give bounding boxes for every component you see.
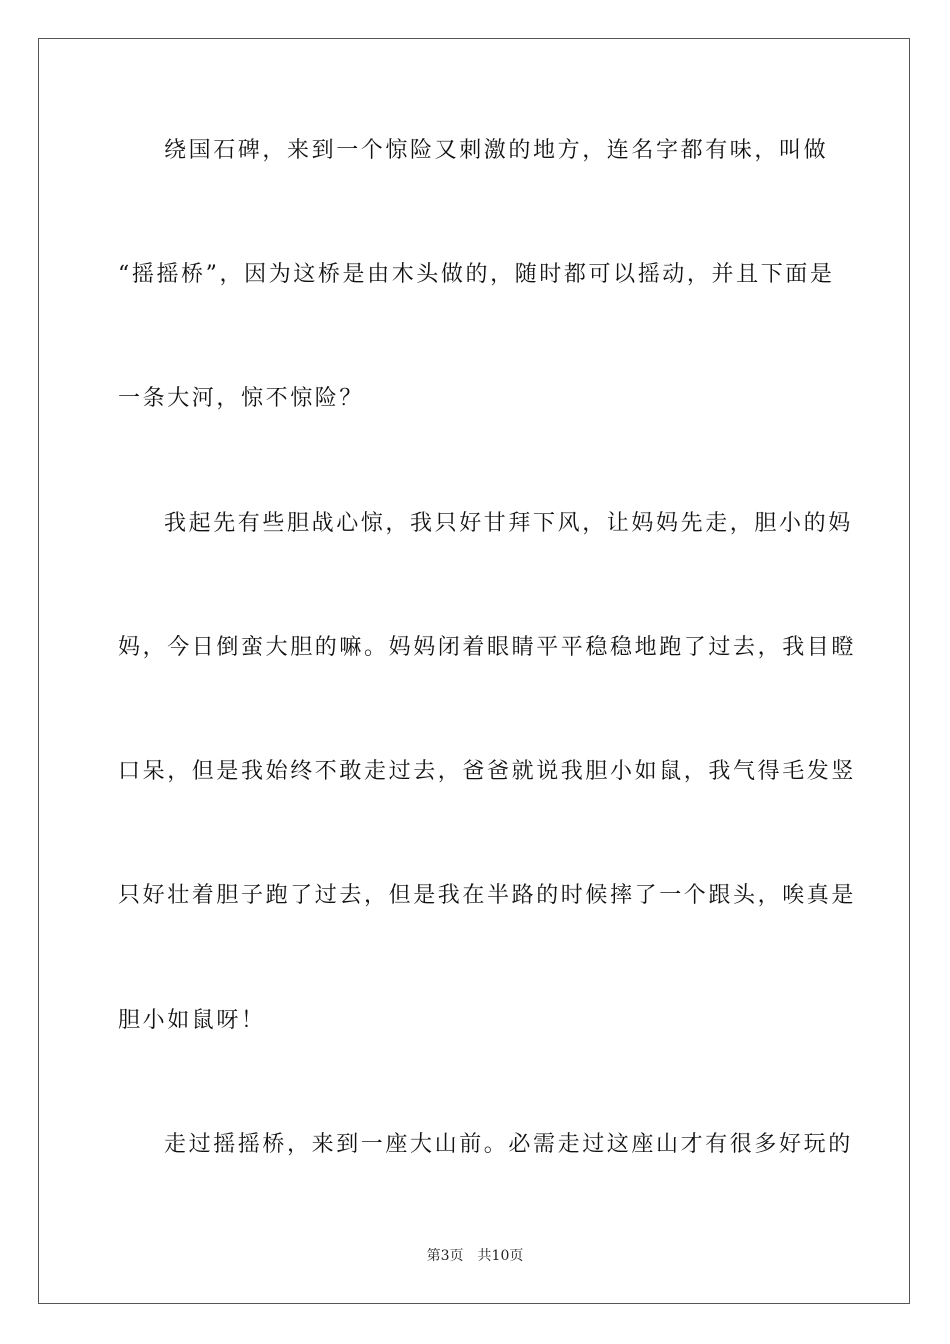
paragraph-line: 一条大河，惊不惊险？ bbox=[118, 386, 365, 411]
paragraph-line: “摇摇桥”，因为这桥是由木头做的，随时都可以摇动，并且下面是 bbox=[118, 262, 835, 287]
paragraph-line: 妈，今日倒蛮大胆的嘛。妈妈闭着眼睛平平稳稳地跑了过去，我目瞪 bbox=[118, 635, 857, 660]
page-border bbox=[38, 38, 910, 1304]
paragraph-line: 口呆，但是我始终不敢走过去，爸爸就说我胆小如鼠，我气得毛发竖 bbox=[118, 759, 857, 784]
page-total: 共10页 bbox=[477, 1248, 524, 1264]
paragraph-line: 走过摇摇桥，来到一座大山前。必需走过这座山才有很多好玩的 bbox=[164, 1132, 853, 1157]
page-footer bbox=[0, 1246, 950, 1266]
paragraph-line: 绕国石碑，来到一个惊险又刺激的地方，连名字都有味，叫做 bbox=[164, 138, 829, 163]
paragraph-line: 我起先有些胆战心惊，我只好甘拜下风，让妈妈先走，胆小的妈 bbox=[164, 511, 853, 536]
paragraph-line: 只好壮着胆子跑了过去，但是我在半路的时候摔了一个跟头，唉真是 bbox=[118, 883, 857, 908]
paragraph-line: 胆小如鼠呀！ bbox=[118, 1008, 266, 1033]
page-number: 第3页 bbox=[426, 1248, 464, 1264]
